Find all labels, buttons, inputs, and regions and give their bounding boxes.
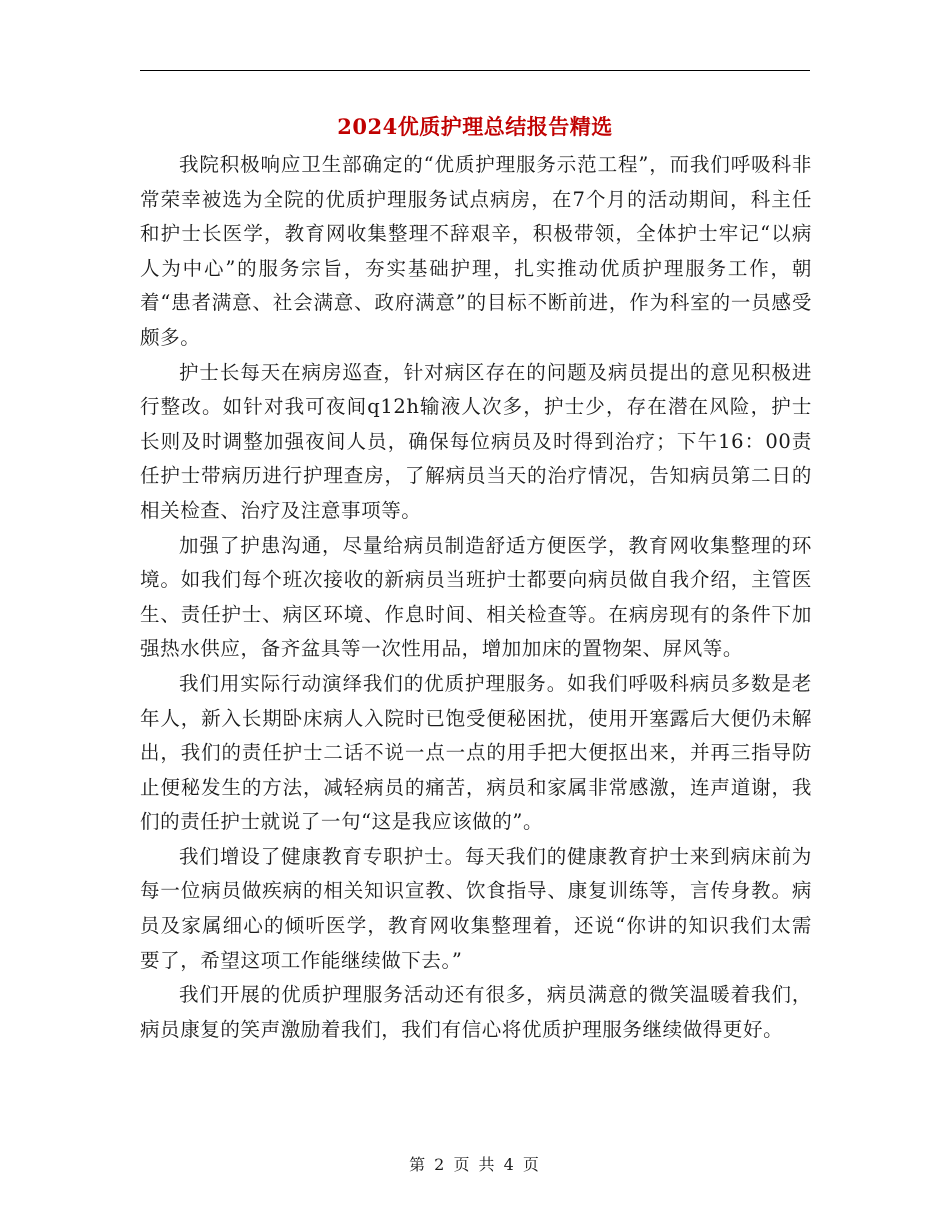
paragraph-5: 我们增设了健康教育专职护士。每天我们的健康教育护士来到病床前为每一位病员做疾病的相关知识宣教、饮食指导、康复训练等，言传身教。病员及家属细心的倾听医学，教育网收集整理着，还说“你讲的知识我们太需要了，希望这项工作能继续做下去。” bbox=[140, 844, 812, 972]
paragraph-3: 加强了护患沟通，尽量给病员制造舒适方便医学，教育网收集整理的环境。如我们每个班次接收的新病员当班护士都要向病员做自我介绍，主管医生、责任护士、病区环境、作息时间、相关检查等。在病房现有的条件下加强热水供应，备齐盆具等一次性用品，增加加床的置物架、屏风等。 bbox=[140, 533, 812, 661]
page-number-footer: 第 2 页 共 4 页 bbox=[409, 1155, 541, 1174]
header-rule bbox=[140, 70, 810, 71]
paragraph-2: 护士长每天在病房巡查，针对病区存在的问题及病员提出的意见积极进行整改。如针对我可夜间q12h输液人次多，护士少，存在潜在风险，护士长则及时调整加强夜间人员，确保每位病员及时得到治疗；下午16：00责任护士带病历进行护理查房，了解病员当天的治疗情况，告知病员第二日的相关检查、治疗及注意事项等。 bbox=[140, 360, 812, 522]
paragraph-6: 我们开展的优质护理服务活动还有很多，病员满意的微笑温暖着我们，病员康复的笑声激励着我们，我们有信心将优质护理服务继续做得更好。 bbox=[140, 983, 812, 1041]
paragraph-4: 我们用实际行动演绎我们的优质护理服务。如我们呼吸科病员多数是老年人，新入长期卧床病人入院时已饱受便秘困扰，使用开塞露后大便仍未解出，我们的责任护士二话不说一点一点的用手把大便抠出来，并再三指导防止便秘发生的方法，减轻病员的痛苦，病员和家属非常感激，连声道谢，我们的责任护士就说了一句“这是我应该做的”。 bbox=[140, 671, 812, 834]
document-title: 2024优质护理总结报告精选 bbox=[337, 114, 613, 139]
document-body bbox=[140, 148, 812, 1047]
paragraph-1: 我院积极响应卫生部确定的“优质护理服务示范工程”，而我们呼吸科非常荣幸被选为全院的优质护理服务试点病房，在7个月的活动期间，科主任和护士长医学，教育网收集整理不辞艰辛，积极带领，全体护士牢记“以病人为中心”的服务宗旨，夯实基础护理，扎实推动优质护理服务工作，朝着“患者满意、社会满意、政府满意”的目标不断前进，作为科室的一员感受颇多。 bbox=[140, 153, 812, 349]
